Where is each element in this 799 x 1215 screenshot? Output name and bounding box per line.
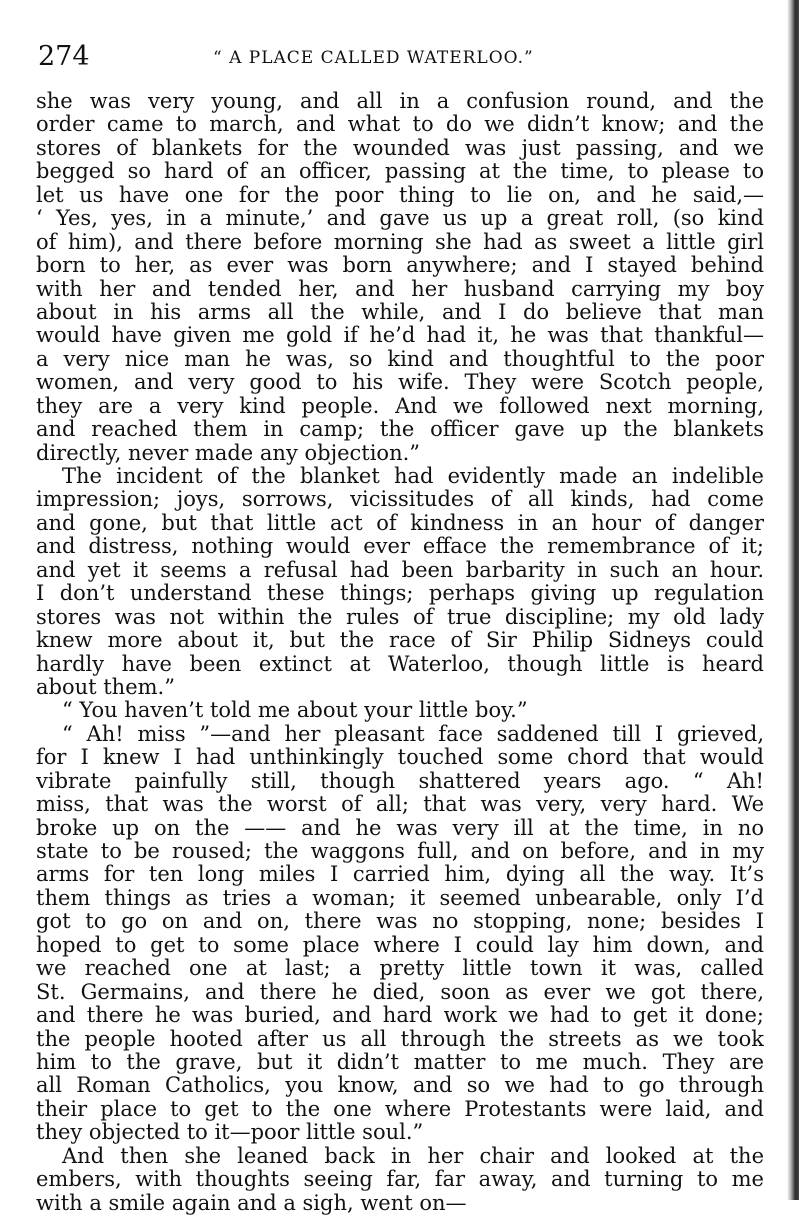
text-line: the people hooted after us all through the streets as we took — [36, 1027, 764, 1051]
text-line: impression; joys, sorrows, vicissitudes of all kinds, had come — [36, 488, 764, 512]
text-line: stores of blankets for the wounded was just passing, and we — [36, 136, 764, 160]
text-line: knew more about it, but the race of Sir Philip Sidneys could — [36, 629, 764, 653]
text-line: hardly have been extinct at Waterloo, though little is heard — [36, 652, 764, 676]
paragraph-end-line: about them.” — [36, 675, 175, 699]
paragraph-start-line: “ Ah! miss ”—and her pleasant face saddened till I grieved, — [62, 722, 764, 746]
text-line: all Roman Catholics, you know, and so we had to go through — [36, 1074, 764, 1098]
text-line: St. Germains, and there he died, soon as ever we got there, — [36, 980, 764, 1004]
text-line: they are a very kind people. And we followed next morning, — [36, 394, 764, 418]
text-line: we reached one at last; a pretty little town it was, called — [36, 957, 764, 981]
text-line: women, and very good to his wife. They were Scotch people, — [36, 371, 764, 395]
text-line: their place to get to the one where Protestants were laid, and — [36, 1097, 764, 1121]
paragraph-start-line: And then she leaned back in her chair and looked at the — [62, 1144, 764, 1168]
text-line: would have given me gold if he’d had it, he was that thankful— — [36, 324, 764, 348]
page-header — [38, 40, 768, 74]
running-title: “ A PLACE CALLED WATERLOO.” — [213, 48, 534, 68]
paragraph-end-line: directly, never made any objection.” — [36, 441, 421, 465]
text-line: got to go on and on, there was no stopping, none; besides I — [36, 910, 764, 934]
text-line: about in his arms all the while, and I do believe that man — [36, 300, 764, 324]
paragraph-end-line: with a smile again and a sigh, went on— — [36, 1191, 467, 1215]
paragraph-start-line: The incident of the blanket had evidently made an indelible — [62, 465, 764, 488]
text-line: vibrate painfully still, though shattered years ago. “ Ah! — [36, 769, 764, 793]
text-line: miss, that was the worst of all; that was very, very hard. We — [36, 793, 764, 817]
text-line: embers, with thoughts seeing far, far away, and turning to me — [36, 1168, 764, 1192]
text-line: state to be roused; the waggons full, and on before, and in my — [36, 840, 764, 863]
text-line: begged so hard of an officer, passing at the time, to please to — [36, 160, 764, 184]
text-line: stores was not within the rules of true discipline; my old lady — [36, 605, 764, 629]
text-line: born to her, as ever was born anywhere; and I stayed behind — [36, 254, 764, 278]
text-line: and gone, but that little act of kindness in an hour of danger — [36, 511, 764, 535]
text-line: order came to march, and what to do we didn’t know; and the — [36, 113, 764, 137]
paragraph-end-line: they objected to it—poor little soul.” — [36, 1121, 424, 1145]
text-line: a very nice man he was, so kind and thoughtful to the poor — [36, 347, 764, 371]
text-line: let us have one for the poor thing to lie on, and he said,— — [36, 183, 764, 207]
text-line: and distress, nothing would ever efface the remembrance of it; — [36, 535, 764, 559]
text-line: broke up on the —— and he was very ill at the time, in no — [36, 816, 764, 840]
text-line: him to the grave, but it didn’t matter to me much. They are — [36, 1050, 764, 1074]
text-line: and there he was buried, and hard work we had to get it done; — [36, 1004, 764, 1028]
paragraph-start-line: “ You haven’t told me about your little boy.” — [62, 699, 528, 723]
text-line: she was very young, and all in a confusion round, and the — [36, 90, 764, 113]
text-line: for I knew I had unthinkingly touched some chord that would — [36, 746, 764, 770]
page-number: 274 — [38, 41, 90, 72]
text-line: with her and tended her, and her husband carrying my boy — [36, 277, 764, 301]
text-line: hoped to get to some place where I could lay him down, and — [36, 933, 764, 957]
text-line: and reached them in camp; the officer gave up the blankets — [36, 418, 764, 442]
text-line: and yet it seems a refusal had been barbarity in such an hour. — [36, 558, 764, 582]
text-line: I don’t understand these things; perhaps giving up regulation — [36, 582, 764, 606]
page-edge-shadow — [787, 0, 799, 1200]
text-line: them things as tries a woman; it seemed unbearable, only I’d — [36, 886, 764, 910]
text-line: of him), and there before morning she had as sweet a little girl — [36, 230, 764, 254]
text-line: ‘ Yes, yes, in a minute,’ and gave us up a great roll, (so kind — [36, 207, 764, 231]
body-text — [36, 90, 764, 1215]
text-line: arms for ten long miles I carried him, dying all the way. It’s — [36, 863, 764, 887]
